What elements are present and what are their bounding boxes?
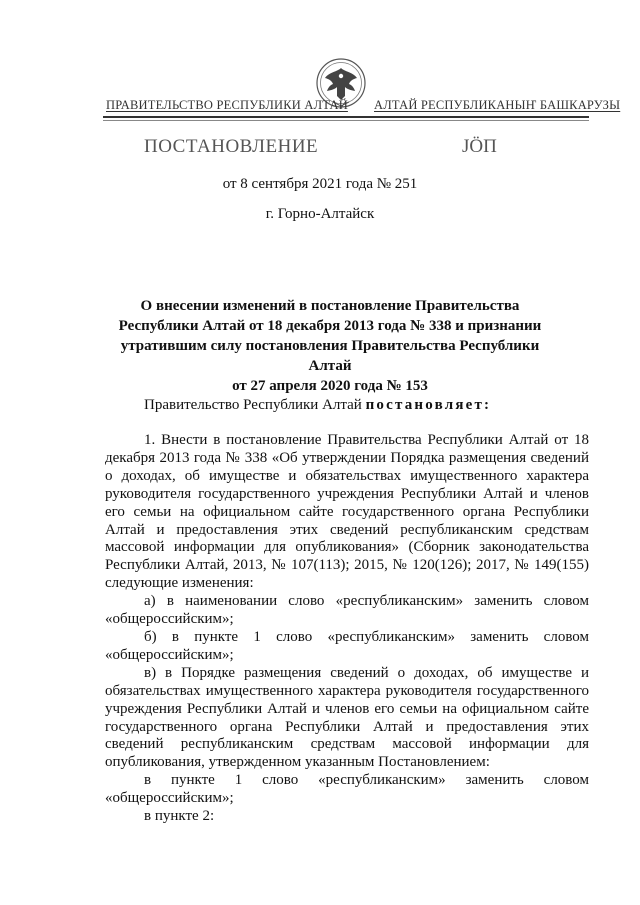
paragraph: в) в Порядке размещения сведений о доходах, об имуществе и обязательствах имущественного характера руководителя государственного учреждения Республики Алтай и членов его семьи на официальном сайте государственного органа Республики Алтай и предоставления этих сведений республиканским средствам массовой информации для опубликования, утвержденном указанным Постановлением: [105, 664, 589, 771]
header-rule-thin [103, 120, 589, 121]
paragraph: 1. Внести в постановление Правительства Республики Алтай от 18 декабря 2013 года № 338 «Об утверждении Порядка размещения сведений о доходах, об имуществе и обязательствах имущественного характера руководителя государственного учреждения Республики Алтай и членов его семьи на официальном сайте государственного органа Республики Алтай и предоставления этих сведений республиканским средствам массовой информации для опубликования» (Сборник законодательства Республики Алтай, 2013, № 107(113); 2015, № 120(126); 2017, № 149(155) следующие изменения: [105, 432, 589, 592]
document-body [105, 432, 589, 826]
document-title-line: утратившим силу постановления Правительства Республики Алтай [120, 338, 540, 374]
header-gov-name-alt: АЛТАЙ РЕСПУБЛИКАНЫҤ БАШКАРУЗЫ [374, 98, 621, 112]
doc-type-alt: ЈӦП [462, 136, 497, 157]
paragraph: в пункте 1 слово «республиканским» заменить словом «общероссийским»; [105, 772, 589, 807]
city-line: г. Горно-Алтайск [265, 206, 375, 222]
decree-intro [144, 397, 491, 414]
document-title-line: от 27 апреля 2020 года № 153 [232, 378, 428, 394]
paragraph: в пункте 2: [144, 808, 215, 825]
header-rule-thick [103, 116, 589, 118]
date-number-line: от 8 сентября 2021 года № 251 [222, 176, 418, 192]
decree-verb: постановляет: [365, 397, 492, 413]
document-title [100, 296, 560, 396]
document-title-line: Республики Алтай от 18 декабря 2013 года № 338 и признании [118, 318, 542, 334]
paragraph: а) в наименовании слово «республиканским» заменить словом «общероссийским»; [105, 593, 589, 628]
header-gov-name-ru: ПРАВИТЕЛЬСТВО РЕСПУБЛИКИ АЛТАЙ [106, 98, 348, 112]
doc-type-ru: ПОСТАНОВЛЕНИЕ [144, 136, 319, 157]
paragraph: б) в пункте 1 слово «республиканским» заменить словом «общероссийским»; [105, 628, 589, 663]
decree-subject: Правительство Республики Алтай [144, 397, 362, 413]
document-title-line: О внесении изменений в постановление Правительства [140, 298, 520, 314]
